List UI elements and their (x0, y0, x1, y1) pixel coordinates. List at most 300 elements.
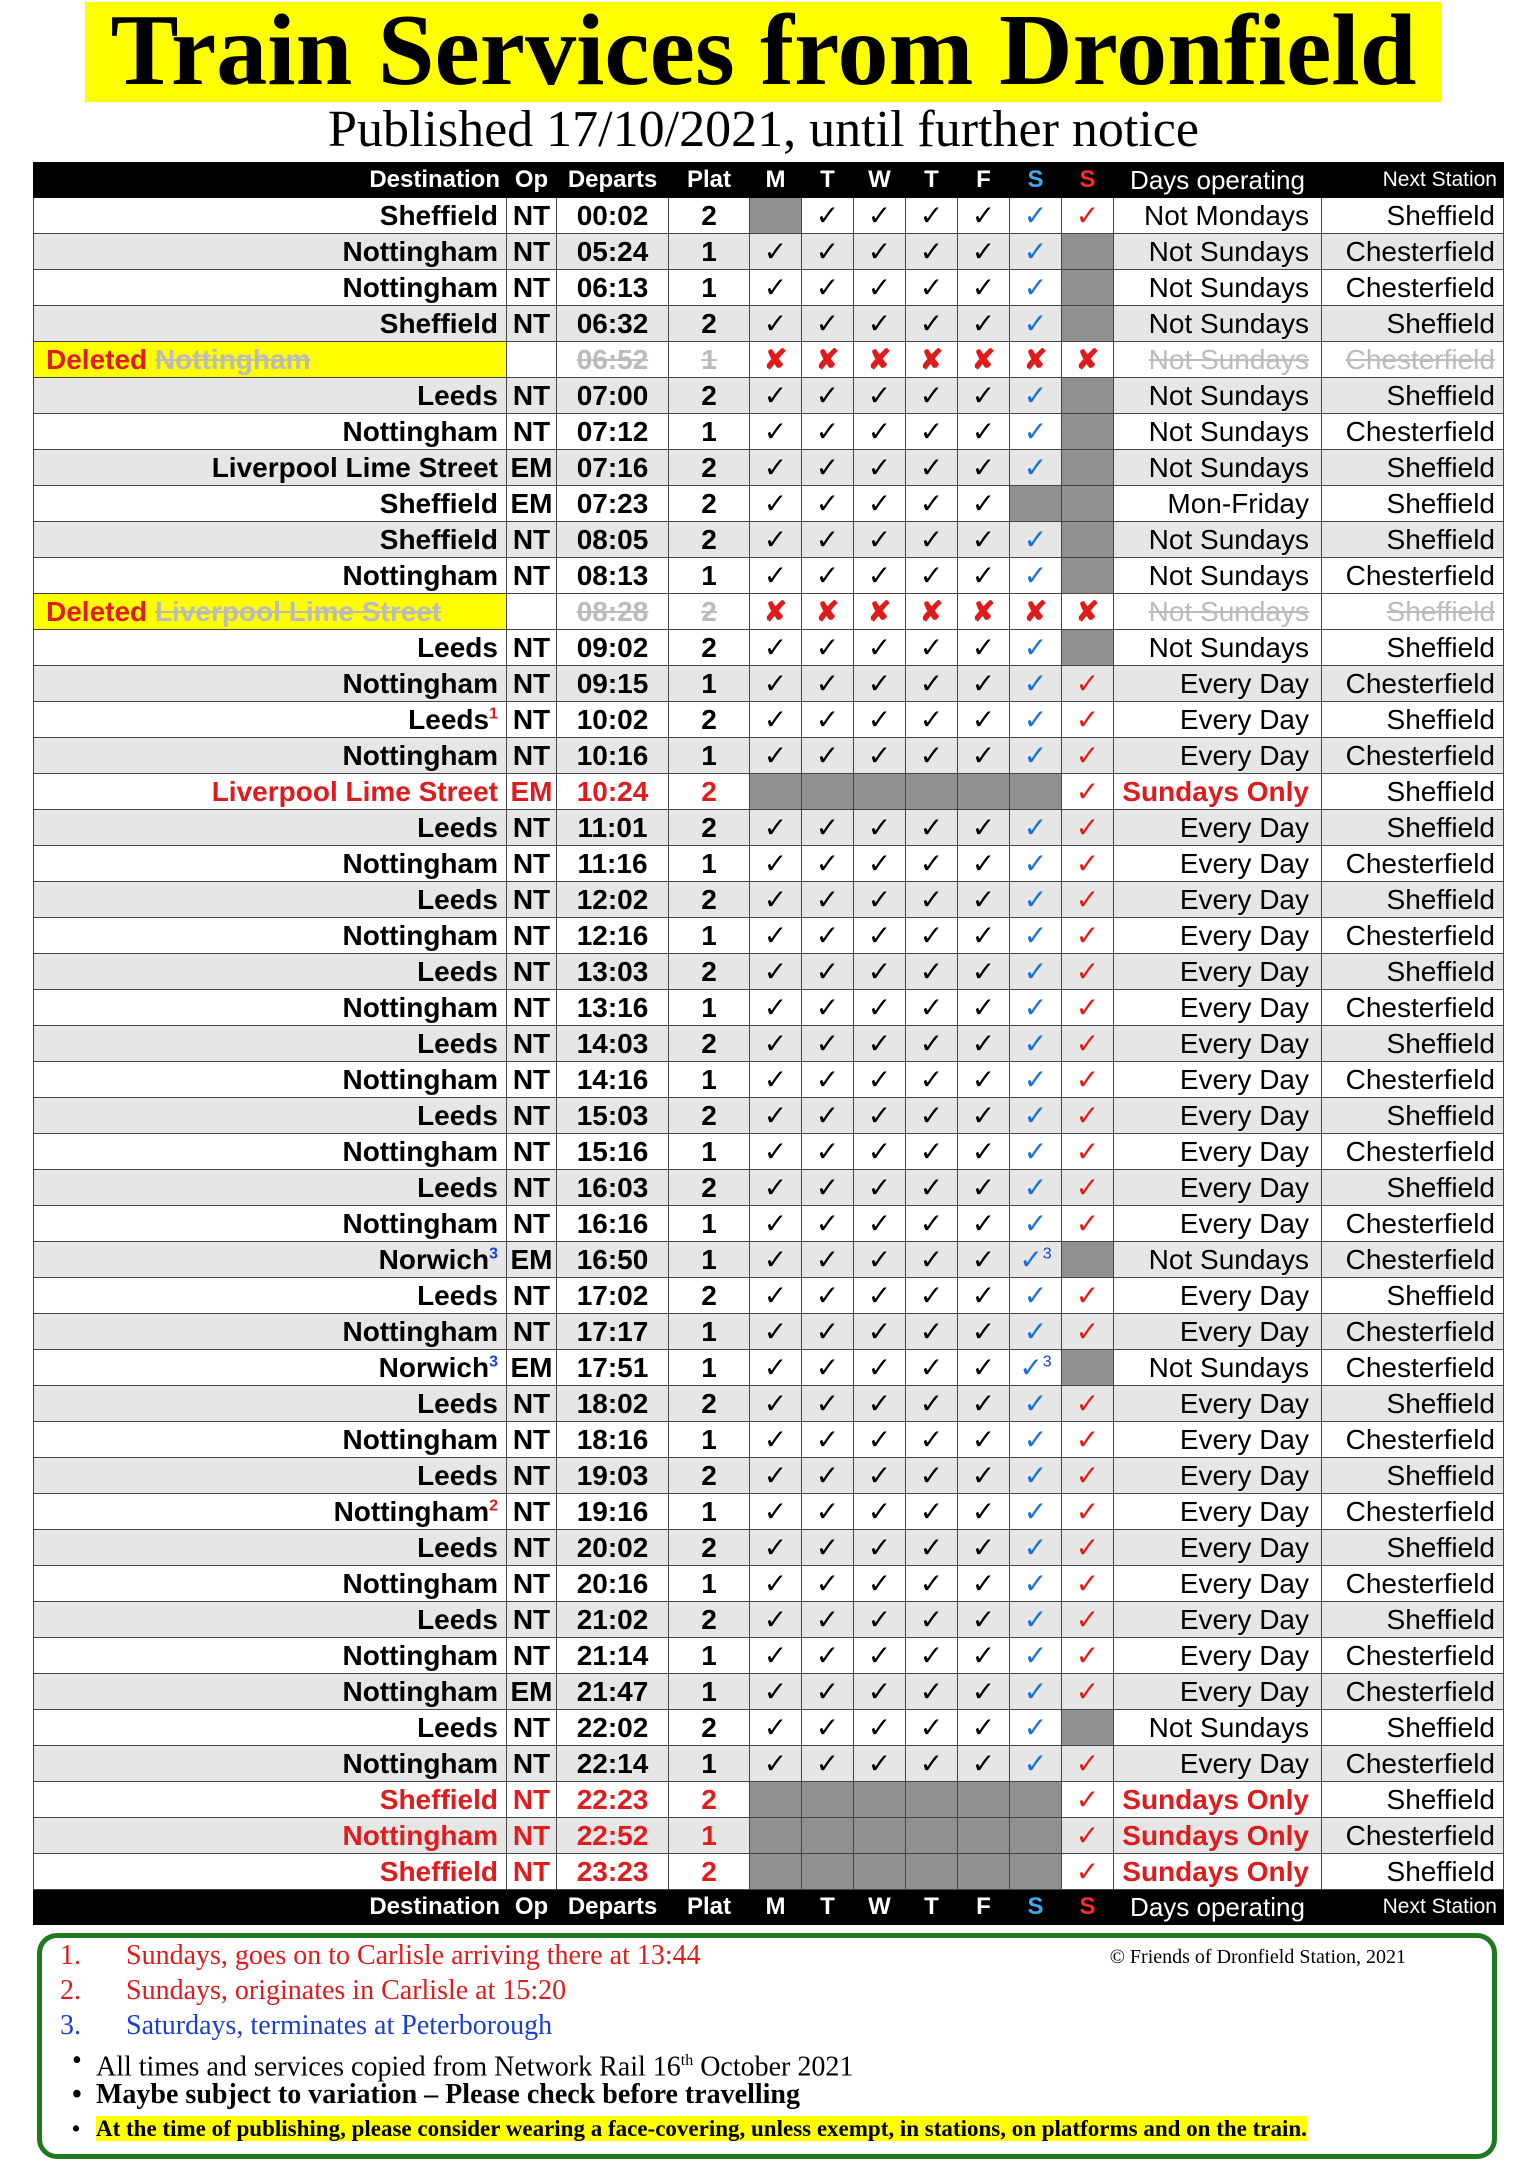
day-cell-6 (1062, 810, 1114, 846)
day-cell-0 (750, 1422, 802, 1458)
destination-cell (34, 1782, 507, 1818)
day-cell-0 (750, 630, 802, 666)
platform-cell: 2 (669, 1710, 750, 1746)
tick-icon: ✓ (763, 1424, 788, 1455)
day-cell-1 (802, 306, 854, 342)
footnote-2: 2. Sundays, originates in Carlisle at 15:20 (60, 1975, 567, 2006)
tick-icon: ✓ (1023, 1100, 1048, 1131)
tick-icon: ✓ (763, 560, 788, 591)
departs-cell: 14:03 (557, 1026, 669, 1062)
tick-icon: ✓ (1075, 1208, 1100, 1239)
day-cell-5 (1010, 918, 1062, 954)
day-cell-0 (750, 666, 802, 702)
destination-cell (34, 450, 507, 486)
operator-cell: NT (507, 1782, 557, 1818)
tick-icon: ✓ (919, 1712, 944, 1743)
day-cell-1 (802, 414, 854, 450)
day-cell-1 (802, 1494, 854, 1530)
tick-icon: ✓ (1075, 1604, 1100, 1635)
day-cell-3 (906, 1458, 958, 1494)
tick-icon: ✓ (971, 1208, 996, 1239)
service-row (34, 270, 1504, 306)
header-day-6: S (1062, 1890, 1114, 1925)
cross-icon: ✘ (919, 344, 944, 375)
day-cell-4 (958, 486, 1010, 522)
departs-cell: 20:02 (557, 1530, 669, 1566)
day-cell-2 (854, 1602, 906, 1638)
day-cell-0 (750, 522, 802, 558)
service-row (34, 810, 1504, 846)
next-station-cell: Sheffield (1322, 1386, 1504, 1422)
day-cell-3 (906, 1134, 958, 1170)
tick-icon: ✓ (867, 236, 892, 267)
service-row (34, 234, 1504, 270)
platform-cell: 2 (669, 198, 750, 234)
tick-icon: ✓ (815, 1388, 840, 1419)
day-cell-6 (1062, 594, 1114, 630)
tick-icon: ✓ (919, 1568, 944, 1599)
service-row (34, 1818, 1504, 1854)
platform-cell: 2 (669, 486, 750, 522)
day-cell-3 (906, 702, 958, 738)
day-cell-5 (1010, 414, 1062, 450)
platform-cell: 1 (669, 1350, 750, 1386)
platform-cell: 2 (669, 1170, 750, 1206)
day-cell-2 (854, 1422, 906, 1458)
tick-icon: ✓ (763, 524, 788, 555)
tick-icon: ✓ (971, 1460, 996, 1491)
day-cell-2 (854, 234, 906, 270)
service-row (34, 1314, 1504, 1350)
day-cell-4 (958, 918, 1010, 954)
service-row (34, 1638, 1504, 1674)
departs-cell: 08:05 (557, 522, 669, 558)
tick-icon: ✓ (1023, 1064, 1048, 1095)
days-operating-cell: Every Day (1114, 1386, 1322, 1422)
day-cell-0 (750, 810, 802, 846)
tick-icon: ✓ (1023, 884, 1048, 915)
tick-icon: ✓ (867, 1604, 892, 1635)
day-cell-6 (1062, 630, 1114, 666)
tick-icon: ✓ (763, 1388, 788, 1419)
day-cell-1 (802, 1422, 854, 1458)
next-station-cell: Chesterfield (1322, 846, 1504, 882)
next-station-cell: Chesterfield (1322, 234, 1504, 270)
tick-icon: ✓ (815, 1676, 840, 1707)
day-cell-0 (750, 918, 802, 954)
tick-icon: ✓ (867, 956, 892, 987)
day-cell-2 (854, 1170, 906, 1206)
day-cell-0 (750, 738, 802, 774)
tick-icon: ✓ (815, 704, 840, 735)
destination-cell (34, 1314, 507, 1350)
tick-icon: ✓ (763, 1460, 788, 1491)
day-cell-5 (1010, 1134, 1062, 1170)
day-cell-4 (958, 1494, 1010, 1530)
day-cell-3 (906, 270, 958, 306)
day-cell-0 (750, 1278, 802, 1314)
destination-name: Nottingham (342, 236, 498, 267)
day-cell-2 (854, 1458, 906, 1494)
destination-cell (34, 306, 507, 342)
departs-cell: 15:16 (557, 1134, 669, 1170)
day-cell-0 (750, 990, 802, 1026)
tick-icon: ✓ (1075, 812, 1100, 843)
day-cell-1 (802, 1458, 854, 1494)
day-cell-3 (906, 342, 958, 378)
header-destination: Destination (34, 1890, 507, 1925)
tick-icon: ✓ (1023, 668, 1048, 699)
day-cell-5 (1010, 1530, 1062, 1566)
day-cell-5 (1010, 1314, 1062, 1350)
tick-icon: ✓ (1023, 416, 1048, 447)
tick-icon: ✓ (1023, 1460, 1048, 1491)
header-day-1: T (802, 163, 854, 198)
day-cell-1 (802, 1602, 854, 1638)
tick-icon: ✓ (815, 1424, 840, 1455)
destination-name: Leeds (417, 632, 498, 663)
tick-icon: ✓ (971, 380, 996, 411)
tick-icon: ✓ (867, 1748, 892, 1779)
day-cell-5 (1010, 954, 1062, 990)
day-cell-4 (958, 1566, 1010, 1602)
cross-icon: ✘ (867, 344, 892, 375)
tick-icon: ✓ (815, 668, 840, 699)
destination-name: Leeds (417, 1532, 498, 1563)
departs-cell: 17:02 (557, 1278, 669, 1314)
tick-icon: ✓ (1023, 1748, 1048, 1779)
tick-icon: ✓ (867, 524, 892, 555)
day-cell-4 (958, 1818, 1010, 1854)
day-cell-3 (906, 1710, 958, 1746)
tick-icon: ✓ (763, 1532, 788, 1563)
day-cell-6 (1062, 1566, 1114, 1602)
destination-name: Liverpool Lime Street (211, 776, 498, 807)
day-cell-0 (750, 846, 802, 882)
tick-icon: ✓ (867, 1640, 892, 1671)
next-station-cell: Sheffield (1322, 1098, 1504, 1134)
tick-icon: ✓ (1075, 1568, 1100, 1599)
destination-cell (34, 414, 507, 450)
service-row (34, 1710, 1504, 1746)
tick-icon: ✓ (815, 236, 840, 267)
header-next-station: Next Station (1322, 1890, 1504, 1925)
day-cell-2 (854, 1746, 906, 1782)
day-cell-2 (854, 378, 906, 414)
service-row (34, 1062, 1504, 1098)
cross-icon: ✘ (1023, 344, 1048, 375)
platform-cell: 1 (669, 846, 750, 882)
day-cell-5 (1010, 702, 1062, 738)
tick-icon: ✓ (1075, 776, 1100, 807)
day-cell-2 (854, 1062, 906, 1098)
tick-icon: ✓ (763, 884, 788, 915)
day-cell-3 (906, 846, 958, 882)
note-face-covering: • At the time of publishing, please consider wearing a face-covering, unless exempt, in stations, on platforms and on the train. (96, 2113, 1307, 2145)
day-cell-6 (1062, 522, 1114, 558)
service-row (34, 1386, 1504, 1422)
days-operating-cell: Not Sundays (1114, 522, 1322, 558)
day-cell-2 (854, 558, 906, 594)
tick-icon: ✓ (815, 1100, 840, 1131)
tick-icon: ✓ (919, 272, 944, 303)
tick-icon: ✓ (971, 1496, 996, 1527)
destination-name: Leeds (417, 380, 498, 411)
destination-cell (34, 1062, 507, 1098)
day-cell-2 (854, 846, 906, 882)
tick-icon: ✓ (763, 1028, 788, 1059)
day-cell-4 (958, 846, 1010, 882)
destination-name: Nottingham (342, 1676, 498, 1707)
tick-icon: ✓ (867, 668, 892, 699)
tick-icon: ✓ (1023, 812, 1048, 843)
tick-icon: ✓ (867, 812, 892, 843)
next-station-cell: Chesterfield (1322, 1206, 1504, 1242)
day-cell-2 (854, 1314, 906, 1350)
day-cell-0 (750, 486, 802, 522)
day-cell-2 (854, 1782, 906, 1818)
day-cell-3 (906, 630, 958, 666)
destination-name: Nottingham (342, 1748, 498, 1779)
day-cell-5 (1010, 270, 1062, 306)
day-cell-5 (1010, 1818, 1062, 1854)
tick-icon: ✓ (763, 1316, 788, 1347)
operator-cell: NT (507, 378, 557, 414)
tick-icon: ✓ (867, 1712, 892, 1743)
tick-icon: ✓ (971, 1568, 996, 1599)
platform-cell: 2 (669, 306, 750, 342)
day-cell-6 (1062, 198, 1114, 234)
tick-icon: ✓ (867, 1424, 892, 1455)
days-operating-cell: Every Day (1114, 1566, 1322, 1602)
operator-cell: NT (507, 1314, 557, 1350)
destination-name: Nottingham (342, 560, 498, 591)
day-cell-6 (1062, 1278, 1114, 1314)
day-cell-4 (958, 738, 1010, 774)
tick-icon: ✓ (971, 740, 996, 771)
departs-cell: 09:02 (557, 630, 669, 666)
days-operating-cell: Not Sundays (1114, 558, 1322, 594)
day-cell-5 (1010, 1494, 1062, 1530)
tick-icon: ✓ (919, 956, 944, 987)
tick-icon: ✓ (1023, 956, 1048, 987)
tick-icon: ✓ (919, 920, 944, 951)
operator-cell: NT (507, 306, 557, 342)
destination-name: Norwich (378, 1352, 490, 1383)
next-station-cell: Sheffield (1322, 1710, 1504, 1746)
departs-cell: 06:32 (557, 306, 669, 342)
platform-cell: 1 (669, 918, 750, 954)
platform-cell: 2 (669, 1026, 750, 1062)
operator-cell: EM (507, 450, 557, 486)
next-station-cell: Sheffield (1322, 594, 1504, 630)
header-day-5: S (1010, 1890, 1062, 1925)
tick-icon: ✓ (867, 632, 892, 663)
day-cell-5 (1010, 1746, 1062, 1782)
destination-name: Leeds (417, 1028, 498, 1059)
next-station-cell: Sheffield (1322, 1530, 1504, 1566)
tick-icon: ✓ (971, 1532, 996, 1563)
service-row (34, 846, 1504, 882)
day-cell-5 (1010, 1278, 1062, 1314)
day-cell-3 (906, 918, 958, 954)
day-cell-0 (750, 1026, 802, 1062)
tick-icon: ✓ (763, 1280, 788, 1311)
day-cell-4 (958, 1782, 1010, 1818)
days-operating-cell: Every Day (1114, 1206, 1322, 1242)
tick-icon: ✓ (867, 884, 892, 915)
tick-icon: ✓ (971, 1136, 996, 1167)
days-operating-cell: Every Day (1114, 1170, 1322, 1206)
departs-cell: 11:01 (557, 810, 669, 846)
tick-icon: ✓ (971, 560, 996, 591)
tick-icon: ✓ (815, 1028, 840, 1059)
day-cell-6 (1062, 1386, 1114, 1422)
tick-icon: ✓ (763, 488, 788, 519)
tick-icon: ✓ (815, 272, 840, 303)
tick-icon: ✓ (919, 1244, 944, 1275)
day-cell-3 (906, 1602, 958, 1638)
day-cell-6 (1062, 1242, 1114, 1278)
timetable (33, 162, 1504, 1925)
tick-icon: ✓ (919, 1460, 944, 1491)
tick-icon: ✓ (815, 812, 840, 843)
destination-cell (34, 1638, 507, 1674)
operator-cell: NT (507, 738, 557, 774)
day-cell-6 (1062, 774, 1114, 810)
day-cell-2 (854, 1098, 906, 1134)
operator-cell: NT (507, 1818, 557, 1854)
next-station-cell: Sheffield (1322, 522, 1504, 558)
tick-icon: ✓ (867, 1352, 892, 1383)
days-operating-cell: Not Sundays (1114, 450, 1322, 486)
day-cell-3 (906, 990, 958, 1026)
tick-icon: ✓ (971, 1244, 996, 1275)
tick-icon: ✓ (815, 1244, 840, 1275)
day-cell-6 (1062, 1782, 1114, 1818)
tick-icon: ✓ (919, 560, 944, 591)
departs-cell: 10:02 (557, 702, 669, 738)
destination-name: Sheffield (379, 524, 498, 555)
day-cell-3 (906, 486, 958, 522)
day-cell-5 (1010, 1710, 1062, 1746)
service-row (34, 414, 1504, 450)
tick-icon: ✓ (1023, 1280, 1048, 1311)
destination-name: Nottingham (342, 1136, 498, 1167)
days-operating-cell: Every Day (1114, 738, 1322, 774)
tick-icon: ✓ (919, 848, 944, 879)
published-subtitle: Published 17/10/2021, until further notice (328, 101, 1199, 158)
header-day-4: F (958, 163, 1010, 198)
departs-cell: 05:24 (557, 234, 669, 270)
deleted-label: Deleted (46, 596, 155, 627)
tick-icon: ✓ (971, 956, 996, 987)
days-operating-cell: Every Day (1114, 666, 1322, 702)
tick-icon: ✓ (1075, 1424, 1100, 1455)
day-cell-1 (802, 774, 854, 810)
service-row (34, 1026, 1504, 1062)
tick-icon: ✓ (815, 1316, 840, 1347)
tick-icon: ✓ (971, 308, 996, 339)
day-cell-5 (1010, 1206, 1062, 1242)
service-row (34, 1746, 1504, 1782)
day-cell-0 (750, 450, 802, 486)
tick-icon: ✓ (867, 272, 892, 303)
tick-icon: ✓ (1023, 308, 1048, 339)
destination-cell (34, 1206, 507, 1242)
footnote-marker: 1 (489, 705, 498, 723)
day-cell-6 (1062, 702, 1114, 738)
tick-icon: ✓ (971, 1352, 996, 1383)
next-station-cell: Sheffield (1322, 702, 1504, 738)
day-cell-1 (802, 558, 854, 594)
tick-icon: ✓ (919, 380, 944, 411)
deleted-label: Deleted (46, 344, 155, 375)
days-operating-cell: Every Day (1114, 1062, 1322, 1098)
destination-name: Sheffield (379, 200, 498, 231)
header-departs: Departs (557, 163, 669, 198)
day-cell-6 (1062, 558, 1114, 594)
day-cell-1 (802, 882, 854, 918)
header-departs: Departs (557, 1890, 669, 1925)
platform-cell: 1 (669, 1566, 750, 1602)
tick-icon: ✓ (971, 1280, 996, 1311)
tick-icon: ✓ (815, 488, 840, 519)
days-operating-cell: Every Day (1114, 882, 1322, 918)
destination-name: Leeds (417, 1712, 498, 1743)
departs-cell: 16:50 (557, 1242, 669, 1278)
destination-cell (34, 198, 507, 234)
tick-icon: ✓ (971, 1316, 996, 1347)
tick-icon: ✓ (1023, 1316, 1048, 1347)
days-operating-cell: Every Day (1114, 1098, 1322, 1134)
struck-destination: Nottingham (154, 344, 311, 375)
tick-icon: ✓ (763, 1100, 788, 1131)
cross-icon: ✘ (763, 596, 788, 627)
tick-icon: ✓ (815, 1748, 840, 1779)
day-cell-3 (906, 774, 958, 810)
tick-icon: ✓ (919, 1532, 944, 1563)
tick-icon: ✓ (1023, 1604, 1048, 1635)
day-cell-0 (750, 1242, 802, 1278)
tick-icon: ✓ (867, 1280, 892, 1311)
operator-cell: NT (507, 1026, 557, 1062)
days-operating-cell: Every Day (1114, 1314, 1322, 1350)
day-cell-1 (802, 1134, 854, 1170)
footnote-marker: 3 (489, 1353, 498, 1371)
departs-cell: 10:24 (557, 774, 669, 810)
day-cell-2 (854, 810, 906, 846)
tick-icon: ✓ (815, 992, 840, 1023)
destination-cell (34, 918, 507, 954)
day-cell-3 (906, 1314, 958, 1350)
tick-icon: ✓ (919, 200, 944, 231)
tick-icon: ✓ (919, 1748, 944, 1779)
tick-icon: ✓ (867, 848, 892, 879)
departs-cell: 22:14 (557, 1746, 669, 1782)
tick-icon: ✓ (867, 452, 892, 483)
next-station-cell: Sheffield (1322, 882, 1504, 918)
operator-cell: NT (507, 1422, 557, 1458)
days-operating-cell: Sundays Only (1114, 1854, 1322, 1890)
tick-icon: ✓ (1023, 1208, 1048, 1239)
platform-cell: 1 (669, 234, 750, 270)
destination-cell (34, 1026, 507, 1062)
tick-icon: ✓ (1075, 956, 1100, 987)
day-cell-1 (802, 1566, 854, 1602)
platform-cell: 1 (669, 1314, 750, 1350)
header-day-3: T (906, 1890, 958, 1925)
